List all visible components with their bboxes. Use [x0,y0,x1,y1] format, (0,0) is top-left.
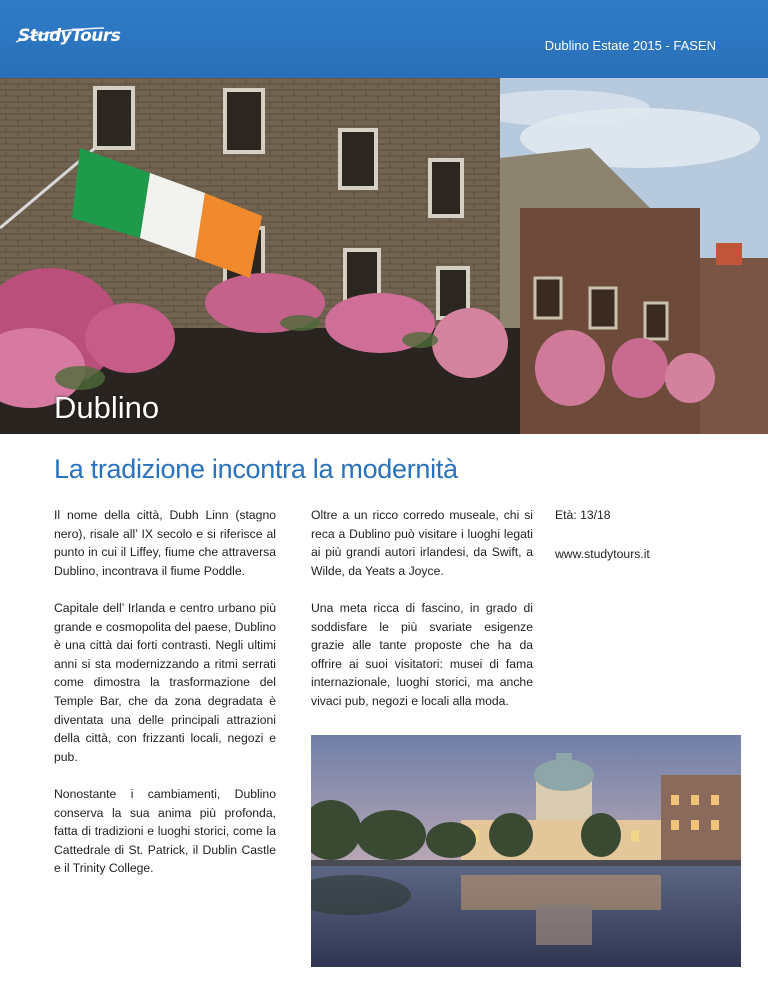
article-column-1 [54,506,276,896]
logo-text[interactable]: StudyTours [18,26,121,46]
hero-title: Dublino [54,390,160,425]
paragraph: Capitale dell’ Irlanda e centro urbano più grande e cosmopolita del paese, Dublino è una città dai forti contrasti. Negli ultimi anni si sta modernizzando a ritmi serrati come dimostra la trasformazione del Temple Bar, che da zona degradata è diventata una delle principali attrazioni della città, con frizzanti locali, negozi e pub. [54,600,276,764]
age-range: Età: 13/18 [555,508,611,522]
paragraph: Una meta ricca di fascino, in grado di soddisfare le più svariate esigenze grazie alle tante proposte che ha da offrire ai suoi visitatori: musei di fama internazionale, luoghi storici, ma anche vivaci pub, negozi e locali alla moda. [311,600,533,708]
four-courts-river-illustration [311,735,741,967]
paragraph: Oltre a un ricco corredo museale, chi si reca a Dublino può visitare i luoghi legati ai più grandi autori irlandesi, da Swift, a Wilde, da Yeats a Joyce. [311,508,533,578]
section-headline: La tradizione incontra la modernità [54,454,458,484]
header-title: Dublino Estate 2015 - FASEN [544,38,716,53]
paragraph: Nonostante i cambiamenti, Dublino conserva la sua anima più profonda, fatta di tradizioni e luoghi storici, come la Cattedrale di St. Patrick, il Dublin Castle e il Trinity College. [54,786,276,876]
temple-bar-street-illustration [0,78,768,434]
hero-photo [0,78,768,434]
paragraph: Il nome della città, Dubh Linn (stagno nero), risale all’ IX secolo e si riferisce al punto in cui il Liffey, fiume che attraversa Dublino, incontrava il fiume Poddle. [54,508,276,578]
four-courts-photo [311,735,741,967]
article-column-2 [311,506,533,729]
info-column [555,506,725,582]
website-link[interactable]: www.studytours.it [555,546,650,561]
page-header [0,0,768,78]
